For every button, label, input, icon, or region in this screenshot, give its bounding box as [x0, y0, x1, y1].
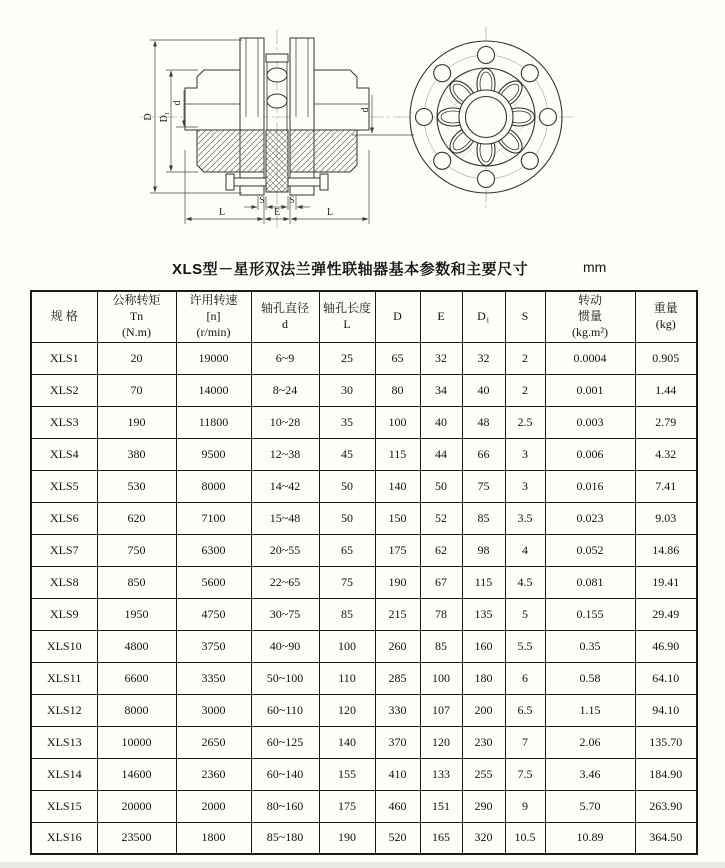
table-cell: 4800 — [97, 630, 176, 662]
table-row — [31, 694, 697, 726]
table-cell: 115 — [462, 566, 505, 598]
table-cell: 151 — [420, 790, 462, 822]
table-cell: 22~65 — [251, 566, 319, 598]
table-cell: 0.58 — [545, 662, 635, 694]
table-cell: 100 — [319, 630, 375, 662]
table-cell: 140 — [375, 470, 420, 502]
table-cell: 2.79 — [635, 406, 697, 438]
table-cell: 620 — [97, 502, 176, 534]
table-cell: 35 — [319, 406, 375, 438]
table-cell: 12~38 — [251, 438, 319, 470]
table-cell: 150 — [375, 502, 420, 534]
table-cell: 50 — [319, 502, 375, 534]
table-cell: 10.89 — [545, 822, 635, 854]
table-row — [31, 342, 697, 374]
table-cell: 85~180 — [251, 822, 319, 854]
table-cell: 1.44 — [635, 374, 697, 406]
table-cell: 184.90 — [635, 758, 697, 790]
technical-drawing — [0, 0, 725, 252]
table-cell: 4.32 — [635, 438, 697, 470]
dim-label-D1: D₁ — [159, 111, 170, 123]
table-cell: 0.006 — [545, 438, 635, 470]
table-cell: 60~110 — [251, 694, 319, 726]
table-cell: 10~28 — [251, 406, 319, 438]
table-cell: 65 — [375, 342, 420, 374]
spec-name: XLS15 — [31, 790, 97, 822]
table-cell: 0.155 — [545, 598, 635, 630]
table-cell: 8~24 — [251, 374, 319, 406]
table-cell: 8000 — [97, 694, 176, 726]
table-cell: 80 — [375, 374, 420, 406]
table-cell: 85 — [420, 630, 462, 662]
table-cell: 2360 — [176, 758, 251, 790]
table-row — [31, 374, 697, 406]
table-cell: 190 — [319, 822, 375, 854]
table-cell: 3000 — [176, 694, 251, 726]
table-cell: 7.5 — [505, 758, 545, 790]
table-cell: 19000 — [176, 342, 251, 374]
table-cell: 6600 — [97, 662, 176, 694]
table-cell: 62 — [420, 534, 462, 566]
table-cell: 1800 — [176, 822, 251, 854]
table-cell: 0.052 — [545, 534, 635, 566]
table-cell: 40 — [462, 374, 505, 406]
table-cell: 50 — [319, 470, 375, 502]
spec-name: XLS3 — [31, 406, 97, 438]
table-row — [31, 438, 697, 470]
table-cell: 48 — [462, 406, 505, 438]
spec-table — [30, 290, 698, 855]
table-cell: 14600 — [97, 758, 176, 790]
column-header: 轴孔长度 L — [319, 291, 375, 342]
dim-label-D: D — [143, 113, 154, 121]
table-cell: 10000 — [97, 726, 176, 758]
spec-name: XLS9 — [31, 598, 97, 630]
table-row — [31, 630, 697, 662]
spec-name: XLS5 — [31, 470, 97, 502]
table-row — [31, 662, 697, 694]
table-cell: 4.5 — [505, 566, 545, 598]
table-row — [31, 598, 697, 630]
column-header: 许用转速 [n] (r/min) — [176, 291, 251, 342]
table-cell: 285 — [375, 662, 420, 694]
table-cell: 1950 — [97, 598, 176, 630]
column-header: 公称转矩 Tn (N.m) — [97, 291, 176, 342]
table-cell: 3350 — [176, 662, 251, 694]
table-cell: 20000 — [97, 790, 176, 822]
table-cell: 32 — [420, 342, 462, 374]
table-cell: 2650 — [176, 726, 251, 758]
page-title: XLS型－星形双法兰弹性联轴器基本参数和主要尺寸 — [172, 261, 529, 278]
table-cell: 160 — [462, 630, 505, 662]
table-cell: 98 — [462, 534, 505, 566]
table-cell: 75 — [319, 566, 375, 598]
dim-label-L-left: L — [218, 207, 226, 218]
table-cell: 34 — [420, 374, 462, 406]
table-cell: 9 — [505, 790, 545, 822]
table-cell: 60~140 — [251, 758, 319, 790]
table-cell: 370 — [375, 726, 420, 758]
table-cell: 133 — [420, 758, 462, 790]
spec-name: XLS7 — [31, 534, 97, 566]
table-cell: 320 — [462, 822, 505, 854]
table-cell: 750 — [97, 534, 176, 566]
table-cell: 52 — [420, 502, 462, 534]
table-cell: 20~55 — [251, 534, 319, 566]
table-cell: 180 — [462, 662, 505, 694]
table-cell: 6.5 — [505, 694, 545, 726]
table-cell: 6300 — [176, 534, 251, 566]
table-cell: 20 — [97, 342, 176, 374]
table-cell: 30 — [319, 374, 375, 406]
table-cell: 14000 — [176, 374, 251, 406]
table-cell: 5.70 — [545, 790, 635, 822]
table-cell: 9.03 — [635, 502, 697, 534]
table-cell: 3750 — [176, 630, 251, 662]
dim-label-E: E — [273, 207, 281, 218]
table-cell: 2 — [505, 374, 545, 406]
table-cell: 263.90 — [635, 790, 697, 822]
table-cell: 3 — [505, 438, 545, 470]
column-header: 重量 (kg) — [635, 291, 697, 342]
table-cell: 190 — [97, 406, 176, 438]
table-cell: 25 — [319, 342, 375, 374]
table-cell: 410 — [375, 758, 420, 790]
table-cell: 190 — [375, 566, 420, 598]
table-cell: 11800 — [176, 406, 251, 438]
table-cell: 850 — [97, 566, 176, 598]
table-cell: 15~48 — [251, 502, 319, 534]
unit-label: mm — [583, 259, 607, 275]
table-cell: 165 — [420, 822, 462, 854]
table-row — [31, 502, 697, 534]
table-cell: 1.15 — [545, 694, 635, 726]
table-cell: 40~90 — [251, 630, 319, 662]
table-cell: 7100 — [176, 502, 251, 534]
table-cell: 0.023 — [545, 502, 635, 534]
table-cell: 3.46 — [545, 758, 635, 790]
table-cell: 115 — [375, 438, 420, 470]
table-cell: 5600 — [176, 566, 251, 598]
front-view — [398, 27, 576, 210]
table-cell: 0.0004 — [545, 342, 635, 374]
table-cell: 45 — [319, 438, 375, 470]
table-cell: 215 — [375, 598, 420, 630]
section-view — [140, 30, 400, 230]
spec-name: XLS10 — [31, 630, 97, 662]
table-row — [31, 726, 697, 758]
table-cell: 330 — [375, 694, 420, 726]
dim-label-S-right: S — [289, 195, 295, 205]
table-row — [31, 566, 697, 598]
column-header: D — [375, 291, 420, 342]
table-cell: 29.49 — [635, 598, 697, 630]
dim-label-S-left: S — [259, 195, 265, 205]
table-cell: 19.41 — [635, 566, 697, 598]
table-cell: 135.70 — [635, 726, 697, 758]
table-cell: 175 — [319, 790, 375, 822]
table-cell: 14.86 — [635, 534, 697, 566]
page-bottom-divider — [0, 862, 725, 868]
table-row — [31, 822, 697, 854]
table-cell: 230 — [462, 726, 505, 758]
table-cell: 80~160 — [251, 790, 319, 822]
table-cell: 8000 — [176, 470, 251, 502]
table-cell: 100 — [420, 662, 462, 694]
table-cell: 175 — [375, 534, 420, 566]
table-cell: 50 — [420, 470, 462, 502]
table-cell: 2.5 — [505, 406, 545, 438]
column-header: E — [420, 291, 462, 342]
table-cell: 6 — [505, 662, 545, 694]
table-cell: 0.001 — [545, 374, 635, 406]
table-cell: 5.5 — [505, 630, 545, 662]
table-cell: 460 — [375, 790, 420, 822]
table-cell: 0.081 — [545, 566, 635, 598]
table-cell: 85 — [462, 502, 505, 534]
table-cell: 4 — [505, 534, 545, 566]
spec-name: XLS4 — [31, 438, 97, 470]
table-cell: 520 — [375, 822, 420, 854]
dim-label-L-right: L — [326, 207, 334, 218]
table-cell: 46.90 — [635, 630, 697, 662]
spec-name: XLS12 — [31, 694, 97, 726]
table-cell: 7 — [505, 726, 545, 758]
table-cell: 110 — [319, 662, 375, 694]
table-cell: 5 — [505, 598, 545, 630]
table-cell: 530 — [97, 470, 176, 502]
table-cell: 140 — [319, 726, 375, 758]
table-cell: 3 — [505, 470, 545, 502]
table-cell: 65 — [319, 534, 375, 566]
table-cell: 23500 — [97, 822, 176, 854]
table-row — [31, 470, 697, 502]
table-cell: 50~100 — [251, 662, 319, 694]
table-cell: 40 — [420, 406, 462, 438]
table-cell: 0.905 — [635, 342, 697, 374]
table-row — [31, 406, 697, 438]
column-header: 轴孔直径 d — [251, 291, 319, 342]
spec-name: XLS13 — [31, 726, 97, 758]
column-header: S — [505, 291, 545, 342]
table-cell: 60~125 — [251, 726, 319, 758]
table-cell: 7.41 — [635, 470, 697, 502]
dim-label-d-right: d — [360, 107, 371, 113]
header-row — [31, 291, 697, 342]
table-cell: 85 — [319, 598, 375, 630]
table-cell: 120 — [319, 694, 375, 726]
table-cell: 64.10 — [635, 662, 697, 694]
spec-name: XLS2 — [31, 374, 97, 406]
table-cell: 70 — [97, 374, 176, 406]
spec-name: XLS1 — [31, 342, 97, 374]
spec-name: XLS14 — [31, 758, 97, 790]
table-cell: 66 — [462, 438, 505, 470]
table-cell: 364.50 — [635, 822, 697, 854]
table-cell: 78 — [420, 598, 462, 630]
table-cell: 30~75 — [251, 598, 319, 630]
table-cell: 9500 — [176, 438, 251, 470]
table-cell: 67 — [420, 566, 462, 598]
table-cell: 155 — [319, 758, 375, 790]
table-cell: 44 — [420, 438, 462, 470]
table-cell: 4750 — [176, 598, 251, 630]
table-cell: 6~9 — [251, 342, 319, 374]
table-row — [31, 790, 697, 822]
table-row — [31, 758, 697, 790]
table-cell: 380 — [97, 438, 176, 470]
spec-name: XLS16 — [31, 822, 97, 854]
table-cell: 94.10 — [635, 694, 697, 726]
table-cell: 32 — [462, 342, 505, 374]
table-cell: 100 — [375, 406, 420, 438]
table-cell: 75 — [462, 470, 505, 502]
column-header: 规 格 — [31, 291, 97, 342]
coupling-drawing — [0, 0, 725, 252]
table-cell: 2.06 — [545, 726, 635, 758]
spec-name: XLS11 — [31, 662, 97, 694]
spec-name: XLS8 — [31, 566, 97, 598]
table-cell: 2 — [505, 342, 545, 374]
table-cell: 3.5 — [505, 502, 545, 534]
table-cell: 120 — [420, 726, 462, 758]
column-header: D₁ — [462, 291, 505, 342]
table-cell: 2000 — [176, 790, 251, 822]
table-cell: 135 — [462, 598, 505, 630]
table-cell: 0.016 — [545, 470, 635, 502]
table-cell: 0.35 — [545, 630, 635, 662]
table-cell: 255 — [462, 758, 505, 790]
table-row — [31, 534, 697, 566]
column-header: 转动 惯量 (kg.m²) — [545, 291, 635, 342]
table-cell: 0.003 — [545, 406, 635, 438]
spec-name: XLS6 — [31, 502, 97, 534]
table-cell: 200 — [462, 694, 505, 726]
table-cell: 107 — [420, 694, 462, 726]
table-cell: 260 — [375, 630, 420, 662]
table-cell: 14~42 — [251, 470, 319, 502]
dim-label-d-left: d — [172, 100, 183, 106]
table-cell: 290 — [462, 790, 505, 822]
table-cell: 10.5 — [505, 822, 545, 854]
